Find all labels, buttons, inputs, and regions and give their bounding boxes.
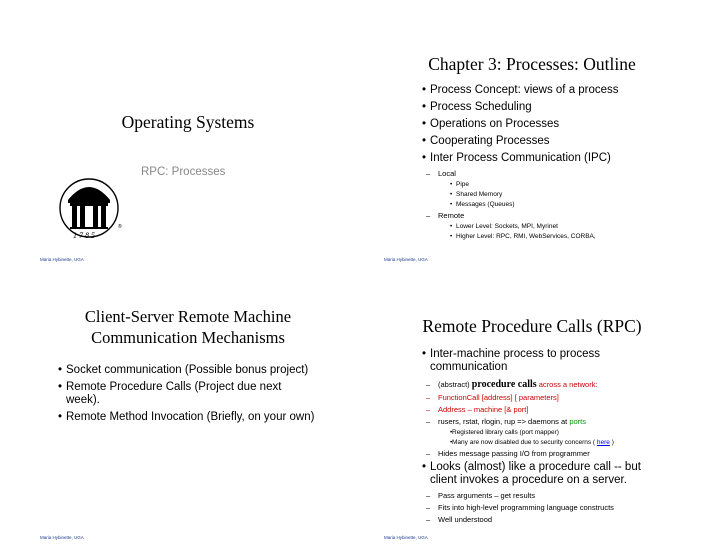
registered-mark: ® [118,224,122,230]
list-item: • Looks (almost) like a procedure call -- but client invokes a procedure on a server. [422,461,662,487]
logo-year: 1 7 8 5 [73,231,95,240]
list-item-functioncall: – FunctionCall [address] [ parameters] [422,393,662,402]
list-item: • Process Scheduling [422,101,702,114]
procedure-calls-text: procedure calls [471,379,537,390]
list-item-abstract [422,379,662,390]
title-line-2: Communication Mechanisms [91,328,285,347]
list-item: – Pass arguments – get results [422,491,662,500]
list-item: • Remote Method Invocation (Briefly, on your own) [58,411,328,424]
slide-title: Chapter 3: Processes: Outline [428,54,636,74]
list-item: • Lower Level: Sockets, MPI, Myrinet [422,223,702,231]
footer-author: Maria Hybinette, UGA [40,535,84,540]
list-item-address: – Address – machine [& port] [422,405,662,414]
footer-author: Maria Hybinette, UGA [384,535,428,540]
list-item: • Higher Level: RPC, RMI, WebServices, CORBA, [422,233,702,241]
footer-author: Maria Hybinette, UGA [40,257,84,262]
list-item: • Inter-machine process to process communication [422,348,662,374]
footer-author: Maria Hybinette, UGA [384,257,428,262]
uga-arch-logo [58,172,124,246]
list-item: • Registered library calls (port mapper) [422,429,662,437]
list-item: – Hides message passing I/O from programmer [422,449,662,458]
list-item: • Cooperating Processes [422,135,702,148]
list-item: • Messages (Queues) [422,201,702,209]
list-item: • Socket communication (Possible bonus project) [58,364,328,377]
list-item-rusers [422,417,662,426]
list-item-local: – Local [422,169,702,178]
list-item: – Well understood [422,515,662,524]
list-item: • Process Concept: views of a process [422,84,702,97]
abstract-suffix: across a network: [536,380,598,389]
list-item-remote: – Remote [422,211,702,220]
security-text: Many are now disabled due to security concerns ( [452,439,597,446]
list-item: • Shared Memory [422,191,702,199]
rusers-text: rusers, rstat, rlogin, rup => daemons at [438,417,570,426]
list-item: – Fits into high-level programming language constructs [422,503,662,512]
list-item: • Inter Process Communication (IPC) [422,152,702,165]
slide-chapter-outline [362,6,702,266]
slide-title [18,306,358,348]
list-item: • Remote Procedure Calls (Project due next week). [58,381,286,407]
here-link[interactable]: here [596,439,610,446]
slide-title: Operating Systems [121,112,255,132]
ports-text: ports [569,417,586,426]
slide-client-server [18,284,358,544]
slide-operating-systems [18,6,358,266]
security-close: ) [609,439,614,446]
slide-subtitle: RPC: Processes [141,166,226,178]
slide-rpc [362,284,702,544]
list-item: • Operations on Processes [422,118,702,131]
slide-title: Remote Procedure Calls (RPC) [422,316,642,336]
list-item: • Pipe [422,181,702,189]
abstract-prefix: (abstract) [438,380,472,389]
title-line-1: Client-Server Remote Machine [84,307,292,326]
list-item-security [422,439,662,447]
